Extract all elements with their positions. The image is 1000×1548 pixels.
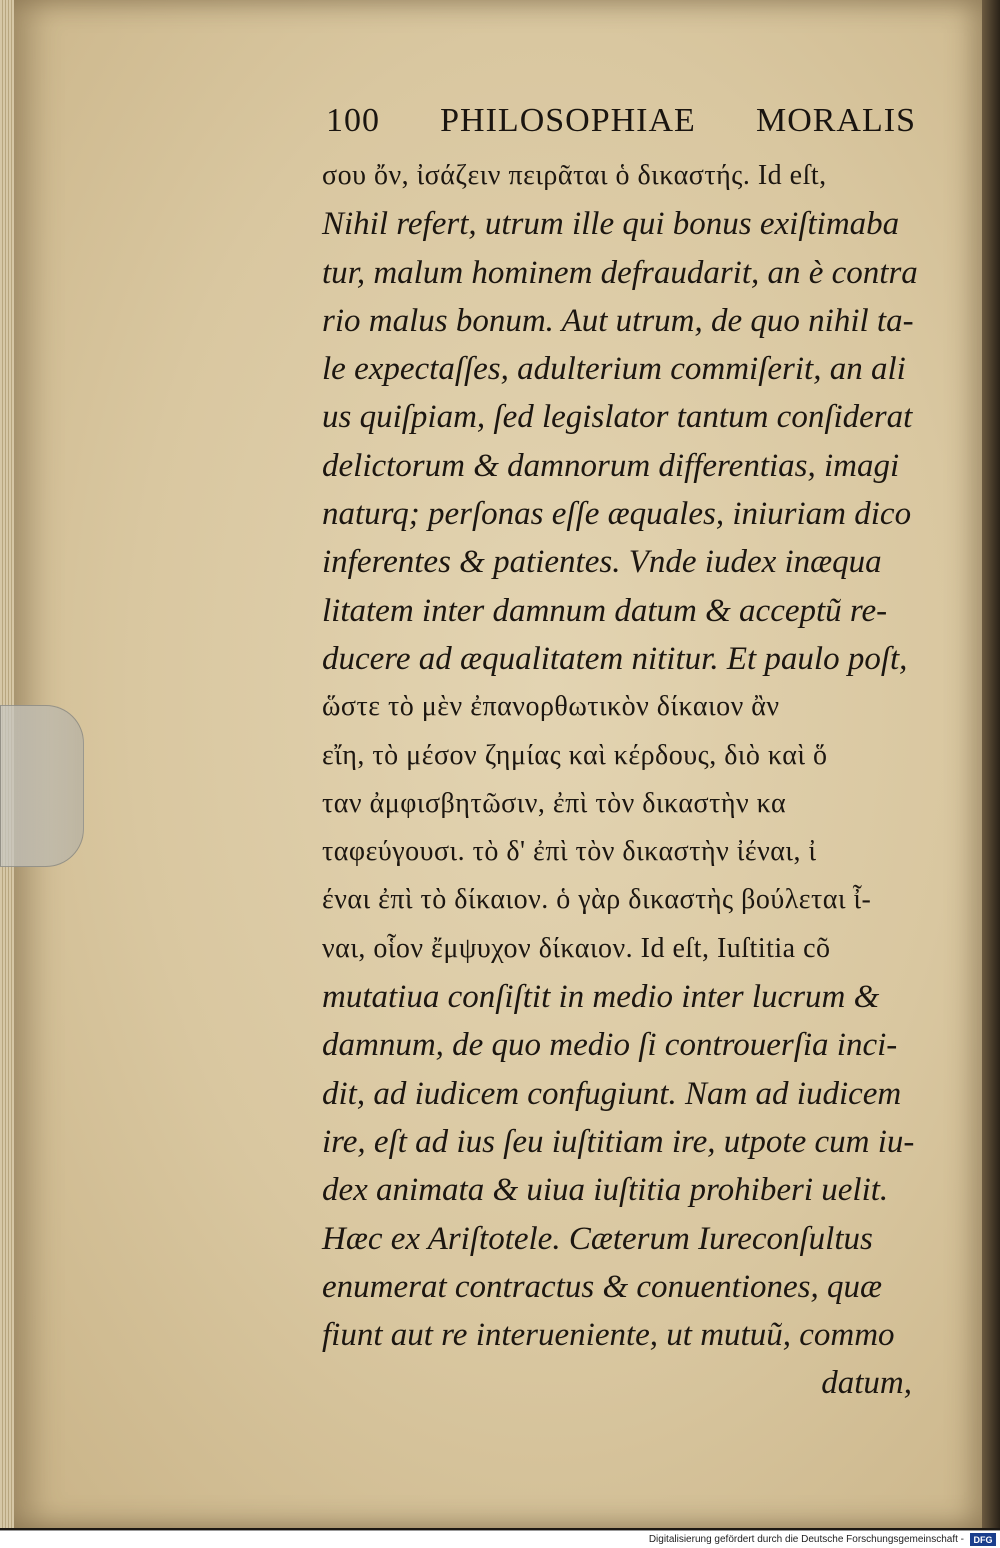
text-line: enumerat contractus & conuentiones, quæ [322, 1268, 883, 1305]
dfg-logo: DFG [970, 1533, 996, 1546]
running-title-part-2: MORALIS [755, 102, 916, 139]
text-line: datum, [821, 1365, 912, 1402]
text-line: fiunt aut re interueniente, ut mutuũ, commo [322, 1317, 895, 1354]
text-line: us quiſpiam, ſed legislator tantum conſiderat [322, 399, 913, 436]
text-line: Nihil refert, utrum ille qui bonus exiſtimaba [322, 206, 900, 243]
text-line: litatem inter damnum datum & acceptũ re- [322, 592, 888, 629]
text-line: ire, eſt ad ius ſeu iuſtitiam ire, utpote cum iu- [322, 1123, 915, 1160]
text-line: le expectaſſes, adulterium commiſerit, an ali [322, 351, 906, 388]
funding-credit: Digitalisierung gefördert durch die Deutsche Forschungsgemeinschaft - [648, 1534, 964, 1545]
running-title-part-1: PHILOSOPHIAE [440, 102, 696, 139]
text-line: ναι, οἷον ἔμψυχον δίκαιον. Id eſt, Iuſtitia cõ [322, 932, 831, 964]
text-line: ducere ad æqualitatem nititur. Et paulo poſt, [322, 640, 908, 677]
text-line: ταν ἀμφισβητῶσιν, ἐπὶ τὸν δικαστὴν κα [322, 787, 787, 819]
body-text [322, 152, 922, 1408]
text-line: rio malus bonum. Aut utrum, de quo nihil ta- [322, 302, 914, 339]
text-line: ταφεύγουσι. τὸ δ' ἐπὶ τὸν δικαστὴν ἰέναι, ἰ [322, 836, 817, 868]
page-clip [0, 705, 84, 867]
text-line: ὥστε τὸ μὲν ἐπανορθωτικὸν δίκαιον ἂν [322, 691, 780, 723]
text-line: inferentes & patientes. Vnde iudex inæqua [322, 544, 882, 581]
text-line: dit, ad iudicem confugiunt. Nam ad iudicem [322, 1075, 902, 1112]
text-line: naturq; perſonas eſſe æquales, iniuriam dico [322, 496, 912, 533]
text-line: dex animata & uiua iuſtitia prohiberi uelit. [322, 1172, 889, 1209]
page-number: 100 [326, 102, 380, 139]
footer-bar [0, 1530, 1000, 1548]
text-line: damnum, de quo medio ſi controuerſia inci- [322, 1027, 898, 1064]
text-line: έναι ἐπὶ τὸ δίκαιον. ὁ γὰρ δικαστὴς βούλεται ἶ- [322, 884, 872, 916]
page-edge-right [982, 0, 1000, 1528]
text-line: mutatiua conſiſtit in medio inter lucrum & [322, 979, 880, 1016]
running-header [326, 102, 916, 148]
text-line: εἴη, τὸ μέσον ζημίας καὶ κέρδους, διὸ καὶ ὅ [322, 739, 828, 771]
text-line: σου ὄν, ἰσάζειν πειρᾶται ὁ δικαστής. Id eſt, [322, 160, 827, 191]
book-page [14, 0, 982, 1528]
text-line: Hæc ex Ariſtotele. Cæterum Iureconſultus [322, 1220, 873, 1257]
text-line: tur, malum hominem defraudarit, an è contra [322, 254, 918, 291]
text-line: delictorum & damnorum differentias, imagi [322, 447, 900, 484]
